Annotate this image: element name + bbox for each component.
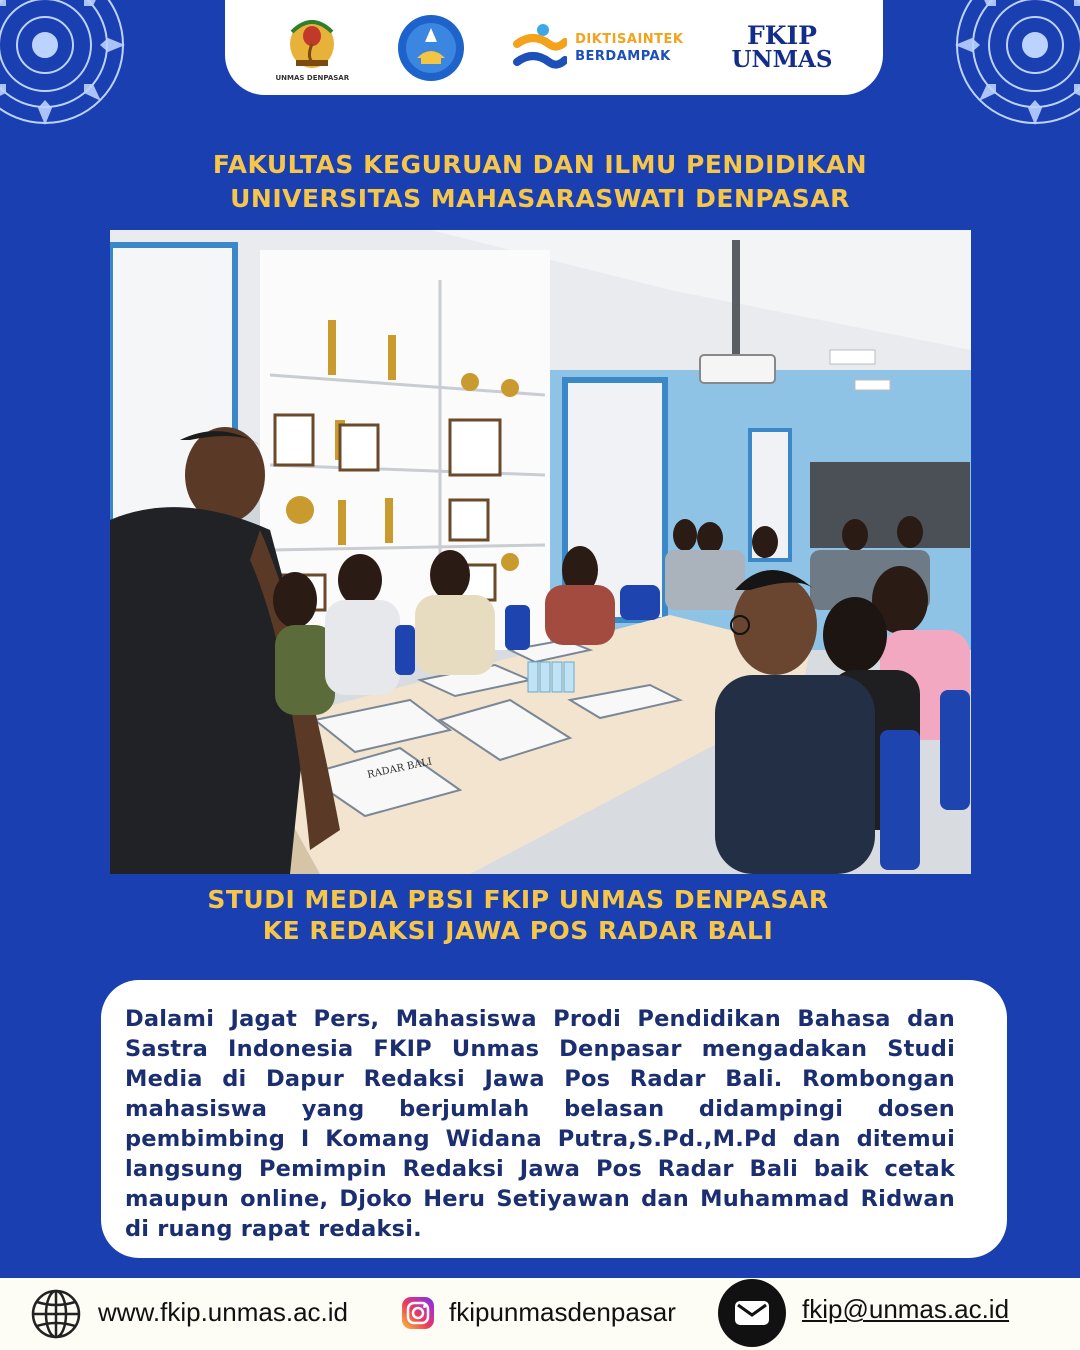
berdampak-wordmark: BERDAMPAK — [575, 48, 671, 64]
diktisaintek-logo — [513, 22, 683, 74]
fkip-wordmark: FKIP — [746, 20, 817, 50]
unmas-ganesha-logo — [276, 14, 350, 82]
diktisaintek-mark-icon — [513, 22, 567, 74]
description-card — [101, 980, 1007, 1258]
globe-icon — [30, 1288, 82, 1340]
logo-header — [225, 0, 883, 95]
email-link[interactable]: fkip@unmas.ac.id — [802, 1294, 1010, 1324]
meeting-scene-illustration — [110, 230, 971, 874]
event-title — [0, 884, 1036, 946]
fkip-unmas-logo — [731, 20, 833, 73]
newspaper-masthead: RADAR BALI — [366, 756, 434, 781]
event-title-line2: KE REDAKSI JAWA POS RADAR BALI — [262, 916, 774, 945]
faculty-title-line2: UNIVERSITAS MAHASARASWATI DENPASAR — [230, 184, 850, 213]
faculty-title — [0, 148, 1080, 216]
diktisaintek-wordmark: DIKTISAINTEK — [575, 31, 684, 47]
unmas-wordmark: UNMAS — [731, 45, 833, 73]
contact-footer — [0, 1278, 1080, 1350]
description-text: Dalami Jagat Pers, Mahasiswa Prodi Pendidikan Bahasa dan Sastra Indonesia FKIP Unmas Denpasar mengadakan Studi Media di Dapur Redaksi Jawa Pos Radar Bali. Rombongan mahasiswa yang berjumlah belasan didampingi dosen pembimbing I Komang Widana Putra,S.Pd.,M.Pd dan ditemui langsung Pemimpin Redaksi Jawa Pos Radar Bali baik cetak maupun online, Djoko Heru Setiyawan dan Muhammad Ridwan di ruang rapat redaksi. — [125, 1006, 955, 1242]
website-link[interactable]: www.fkip.unmas.ac.id — [98, 1297, 348, 1327]
event-title-line1: STUDI MEDIA PBSI FKIP UNMAS DENPASAR — [207, 885, 829, 914]
tut-wuri-emblem-icon — [397, 14, 465, 82]
instagram-icon — [402, 1297, 434, 1329]
tut-wuri-handayani-logo — [397, 14, 465, 82]
unmas-caption: UNMAS DENPASAR — [275, 73, 350, 82]
instagram-handle[interactable]: fkipunmasdenpasar — [449, 1297, 676, 1327]
faculty-title-line1: FAKULTAS KEGURUAN DAN ILMU PENDIDIKAN — [212, 150, 868, 179]
mandala-ornament-right — [950, 0, 1080, 130]
meeting-room-photo — [110, 230, 971, 874]
mandala-ornament-left — [0, 0, 130, 130]
ganesha-emblem-icon — [284, 14, 340, 72]
mail-icon — [718, 1279, 786, 1347]
